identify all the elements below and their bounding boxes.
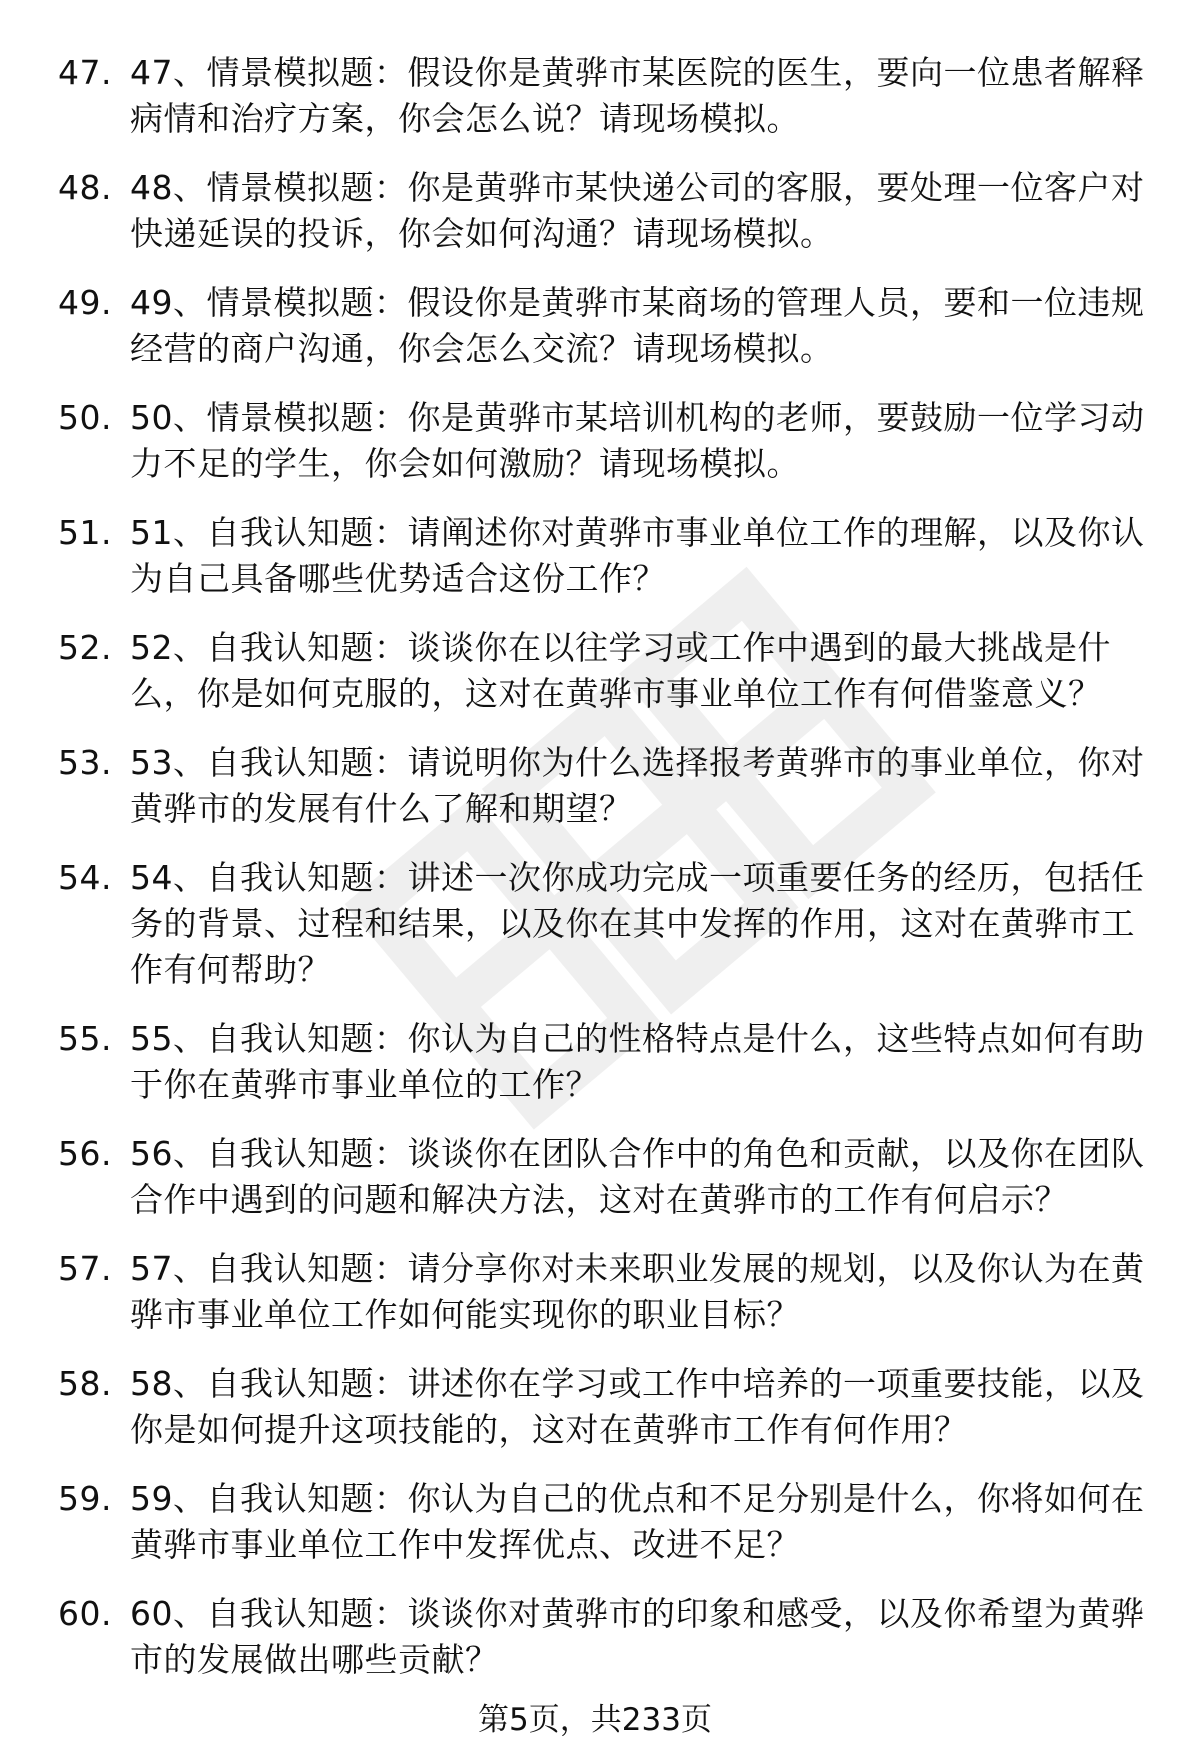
list-item — [0, 1361, 1190, 1453]
question-number: 58. — [58, 1364, 112, 1403]
list-item — [0, 1591, 1190, 1683]
list-item — [0, 855, 1190, 993]
question-number: 56. — [58, 1134, 112, 1173]
question-number: 52. — [58, 628, 112, 667]
question-text: 52、自我认知题：谈谈你在以往学习或工作中遇到的最大挑战是什么，你是如何克服的，这对在黄骅市事业单位工作有何借鉴意义？ — [130, 628, 1111, 713]
question-number: 47. — [58, 53, 112, 92]
question-number: 48. — [58, 168, 112, 207]
question-number: 54. — [58, 858, 112, 897]
question-text: 56、自我认知题：谈谈你在团队合作中的角色和贡献，以及你在团队合作中遇到的问题和解决方法，这对在黄骅市的工作有何启示？ — [130, 1134, 1145, 1219]
question-text: 57、自我认知题：请分享你对未来职业发展的规划，以及你认为在黄骅市事业单位工作如何能实现你的职业目标？ — [130, 1249, 1145, 1334]
question-text: 47、情景模拟题：假设你是黄骅市某医院的医生，要向一位患者解释病情和治疗方案，你会怎么说？请现场模拟。 — [130, 53, 1145, 138]
list-item — [0, 1131, 1190, 1223]
list-item — [0, 280, 1190, 372]
question-text: 59、自我认知题：你认为自己的优点和不足分别是什么，你将如何在黄骅市事业单位工作中发挥优点、改进不足？ — [130, 1479, 1145, 1564]
question-text: 49、情景模拟题：假设你是黄骅市某商场的管理人员，要和一位违规经营的商户沟通，你会怎么交流？请现场模拟。 — [130, 283, 1145, 368]
list-item — [0, 50, 1190, 142]
question-number: 49. — [58, 283, 112, 322]
question-number: 59. — [58, 1479, 112, 1518]
question-text: 48、情景模拟题：你是黄骅市某快递公司的客服，要处理一位客户对快递延误的投诉，你会如何沟通？请现场模拟。 — [130, 168, 1145, 253]
list-item — [0, 165, 1190, 257]
page-footer — [0, 1700, 1190, 1740]
question-number: 53. — [58, 743, 112, 782]
list-item — [0, 1246, 1190, 1338]
question-number: 60. — [58, 1594, 112, 1633]
list-item — [0, 625, 1190, 717]
question-number: 55. — [58, 1019, 112, 1058]
list-item — [0, 1016, 1190, 1108]
question-text: 58、自我认知题：讲述你在学习或工作中培养的一项重要技能，以及你是如何提升这项技能的，这对在黄骅市工作有何作用？ — [130, 1364, 1145, 1449]
list-item — [0, 510, 1190, 602]
page-number-label: 第5页，共233页 — [478, 1702, 712, 1738]
question-text: 50、情景模拟题：你是黄骅市某培训机构的老师，要鼓励一位学习动力不足的学生，你会如何激励？请现场模拟。 — [130, 398, 1145, 483]
question-text: 53、自我认知题：请说明你为什么选择报考黄骅市的事业单位，你对黄骅市的发展有什么了解和期望？ — [130, 743, 1145, 828]
question-text: 55、自我认知题：你认为自己的性格特点是什么，这些特点如何有助于你在黄骅市事业单位的工作？ — [130, 1019, 1145, 1104]
list-item — [0, 740, 1190, 832]
question-text: 51、自我认知题：请阐述你对黄骅市事业单位工作的理解，以及你认为自己具备哪些优势适合这份工作？ — [130, 513, 1145, 598]
question-number: 57. — [58, 1249, 112, 1288]
list-item — [0, 395, 1190, 487]
question-number: 51. — [58, 513, 112, 552]
question-text: 60、自我认知题：谈谈你对黄骅市的印象和感受，以及你希望为黄骅市的发展做出哪些贡献？ — [130, 1594, 1145, 1679]
list-item — [0, 1476, 1190, 1568]
question-text: 54、自我认知题：讲述一次你成功完成一项重要任务的经历，包括任务的背景、过程和结果，以及你在其中发挥的作用，这对在黄骅市工作有何帮助？ — [130, 858, 1145, 989]
question-list — [0, 50, 1190, 1706]
question-number: 50. — [58, 398, 112, 437]
